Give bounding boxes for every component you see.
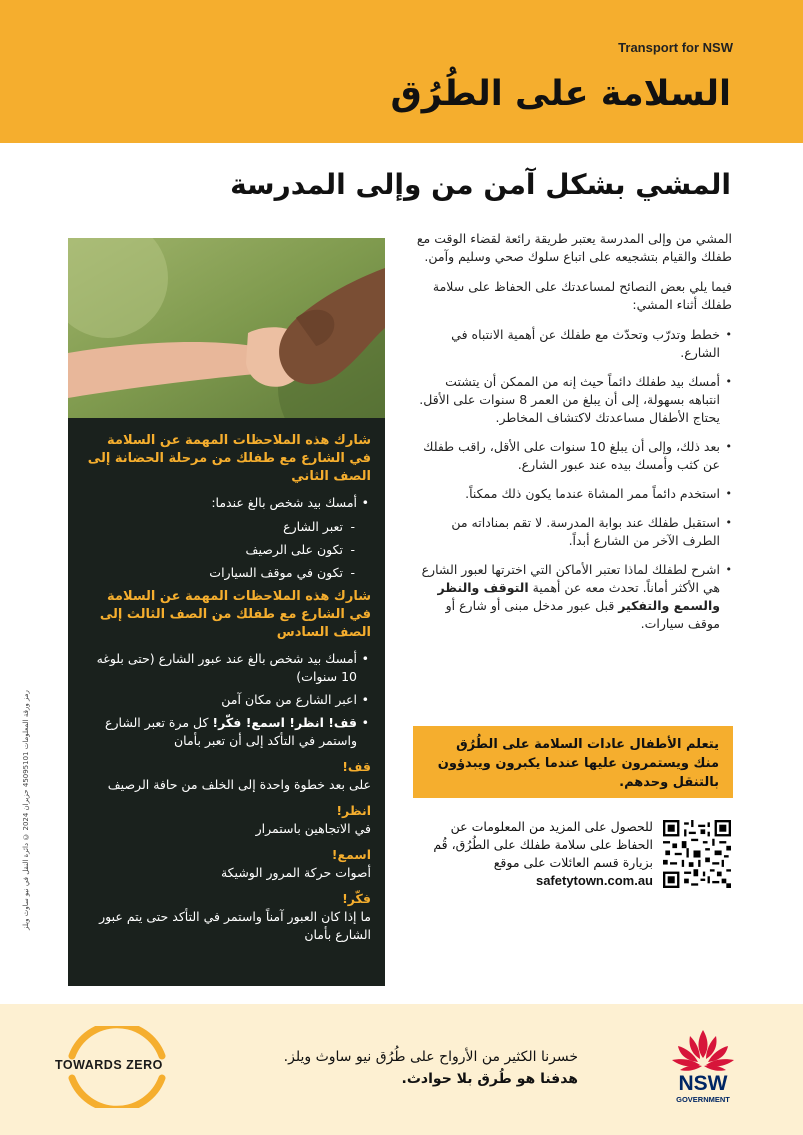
think-label: فكّر! [342,891,371,906]
stop-text: على بعد خطوة واحدة إلى الخلف من حافة الرصيف [107,777,371,792]
panel-heading-2: شارك هذه الملاحظات المهمة عن السلامة في الشارع مع طفلك من الصف الثالث إلى الصف السادس [99,589,371,640]
list-item-text: كل مرة تعبر الشارع واستمر في التأكد إلى أن تعبر بأمان [105,715,357,748]
list-item: - تكون في موقف السيارات [82,564,357,582]
tip-item: • استقبل طفلك عند بوابة المدرسة. لا تقم بمناداته من الطرف الآخر من الشارع أبداً. [412,514,732,550]
list-item: - تعبر الشارع [82,518,357,536]
panel-heading: شارك هذه الملاحظات المهمة عن السلامة في الشارع مع طفلك من مرحلة الحضانة إلى الصف الثاني [87,433,371,484]
header-band [0,0,803,143]
stop-look-listen-think: قف! انظر! اسمع! فكّر! [212,715,357,730]
hands-photo-image [68,238,385,418]
panel-list-2 [82,650,371,750]
listen-label: اسمع! [331,847,371,862]
stop-label: قف! [342,759,371,774]
highlight-callout: يتعلم الأطفال عادات السلامة على الطُرُق منك ويستمرون عليها عندما يكبرون ويبدؤون بالتنقل وحدهم. [413,726,733,798]
list-item: • أمسك بيد شخص بالغ عندما: [82,494,371,512]
tip-item: • استخدم دائماً ممر المشاة عندما يكون ذلك ممكناً. [412,485,732,503]
think-text: ما إذا كان العبور آمناً واستمر في التأكد حتى يتم عبور الشارع بأمان [99,909,371,942]
list-item [82,714,371,750]
page-subtitle: المشي بشكل آمن من وإلى المدرسة [230,168,731,201]
panel-sublist [82,518,371,582]
intro-paragraph-2: فيما يلي بعض النصائح لمساعدتك على الحفاظ على سلامة طفلك أثناء المشي: [432,279,732,312]
qr-code-icon[interactable] [663,820,731,888]
intro-paragraph: المشي من وإلى المدرسة يعتبر طريقة رائعة لقضاء الوقت مع طفلك والقيام بتشجيعه على اتباع سلوك صحي وسليم وآمن. [416,231,732,264]
tip-text: قبل عبور مدخل مبنى أو شارع أو موقف سيارات. [445,598,720,631]
tip-item [412,561,732,633]
tip-bold-text: التوقف والنظر والسمع والتفكير [437,580,720,613]
page-title: السلامة على الطُرُق [390,74,731,114]
look-text: في الاتجاهين باستمرار [255,821,371,836]
tip-item: • خطط وتدرّب وتحدّث مع طفلك عن أهمية الانتباه في الشارع. [412,326,732,362]
government-logo-text: GOVERNMENT [676,1095,730,1104]
tip-item: • أمسك بيد طفلك دائماً حيث إنه من الممكن أن يتشتت انتباهه بسهولة، إلى أن يبلغ من العمر 8 سنوات على الأقل. يحتاج الأطفال مساعدتك لاكتشاف المخاطر. [412,373,732,427]
list-item: • أمسك بيد شخص بالغ عند عبور الشارع (حتى بلوغه 10 سنوات) [82,650,371,686]
nsw-government-logo [666,1026,740,1110]
list-item: - تكون على الرصيف [82,541,357,559]
document-reference: رمز ورقة المعلومات 45095101 حزيران 2024 © دائرة النقل في نيو ساوث ويلز [22,690,30,930]
list-item: • اعبر الشارع من مكان آمن [82,691,371,709]
listen-text: أصوات حركة المرور الوشيكة [220,865,371,880]
towards-zero-text: TOWARDS ZERO [55,1058,163,1072]
key-messages-panel [68,418,385,986]
footer-line-2: هدفنا هو طُرق بلا حوادث. [401,1071,578,1087]
intro-column [412,230,732,644]
panel-list [82,494,371,512]
footer-message [284,1046,578,1090]
more-info [413,818,653,890]
tip-text: اشرح لطفلك لماذا تعتبر الأماكن التي اخترتها لعبور الشارع هي الأكثر أماناً. تحدث معه عن أهمية [421,562,720,595]
look-label: انظر! [336,803,371,818]
tip-item: • بعد ذلك، وإلى أن يبلغ 10 سنوات على الأقل، راقب طفلك عن كثب وأمسك بيده عند عبور الشارع. [412,438,732,474]
footer-line-1: خسرنا الكثير من الأرواح على طُرُق نيو ساوث ويلز. [283,1049,578,1065]
website-link[interactable]: safetytown.com.au [535,873,653,888]
hands-photo [68,238,385,418]
tips-list [412,326,732,633]
organization-name: Transport for NSW [618,40,733,55]
more-info-text: للحصول على المزيد من المعلومات عن الحفاظ على سلامة طفلك على الطُرُق، قُم بزيارة قسم العائلات على موقع [433,819,653,870]
nsw-logo-text: NSW [678,1072,728,1095]
